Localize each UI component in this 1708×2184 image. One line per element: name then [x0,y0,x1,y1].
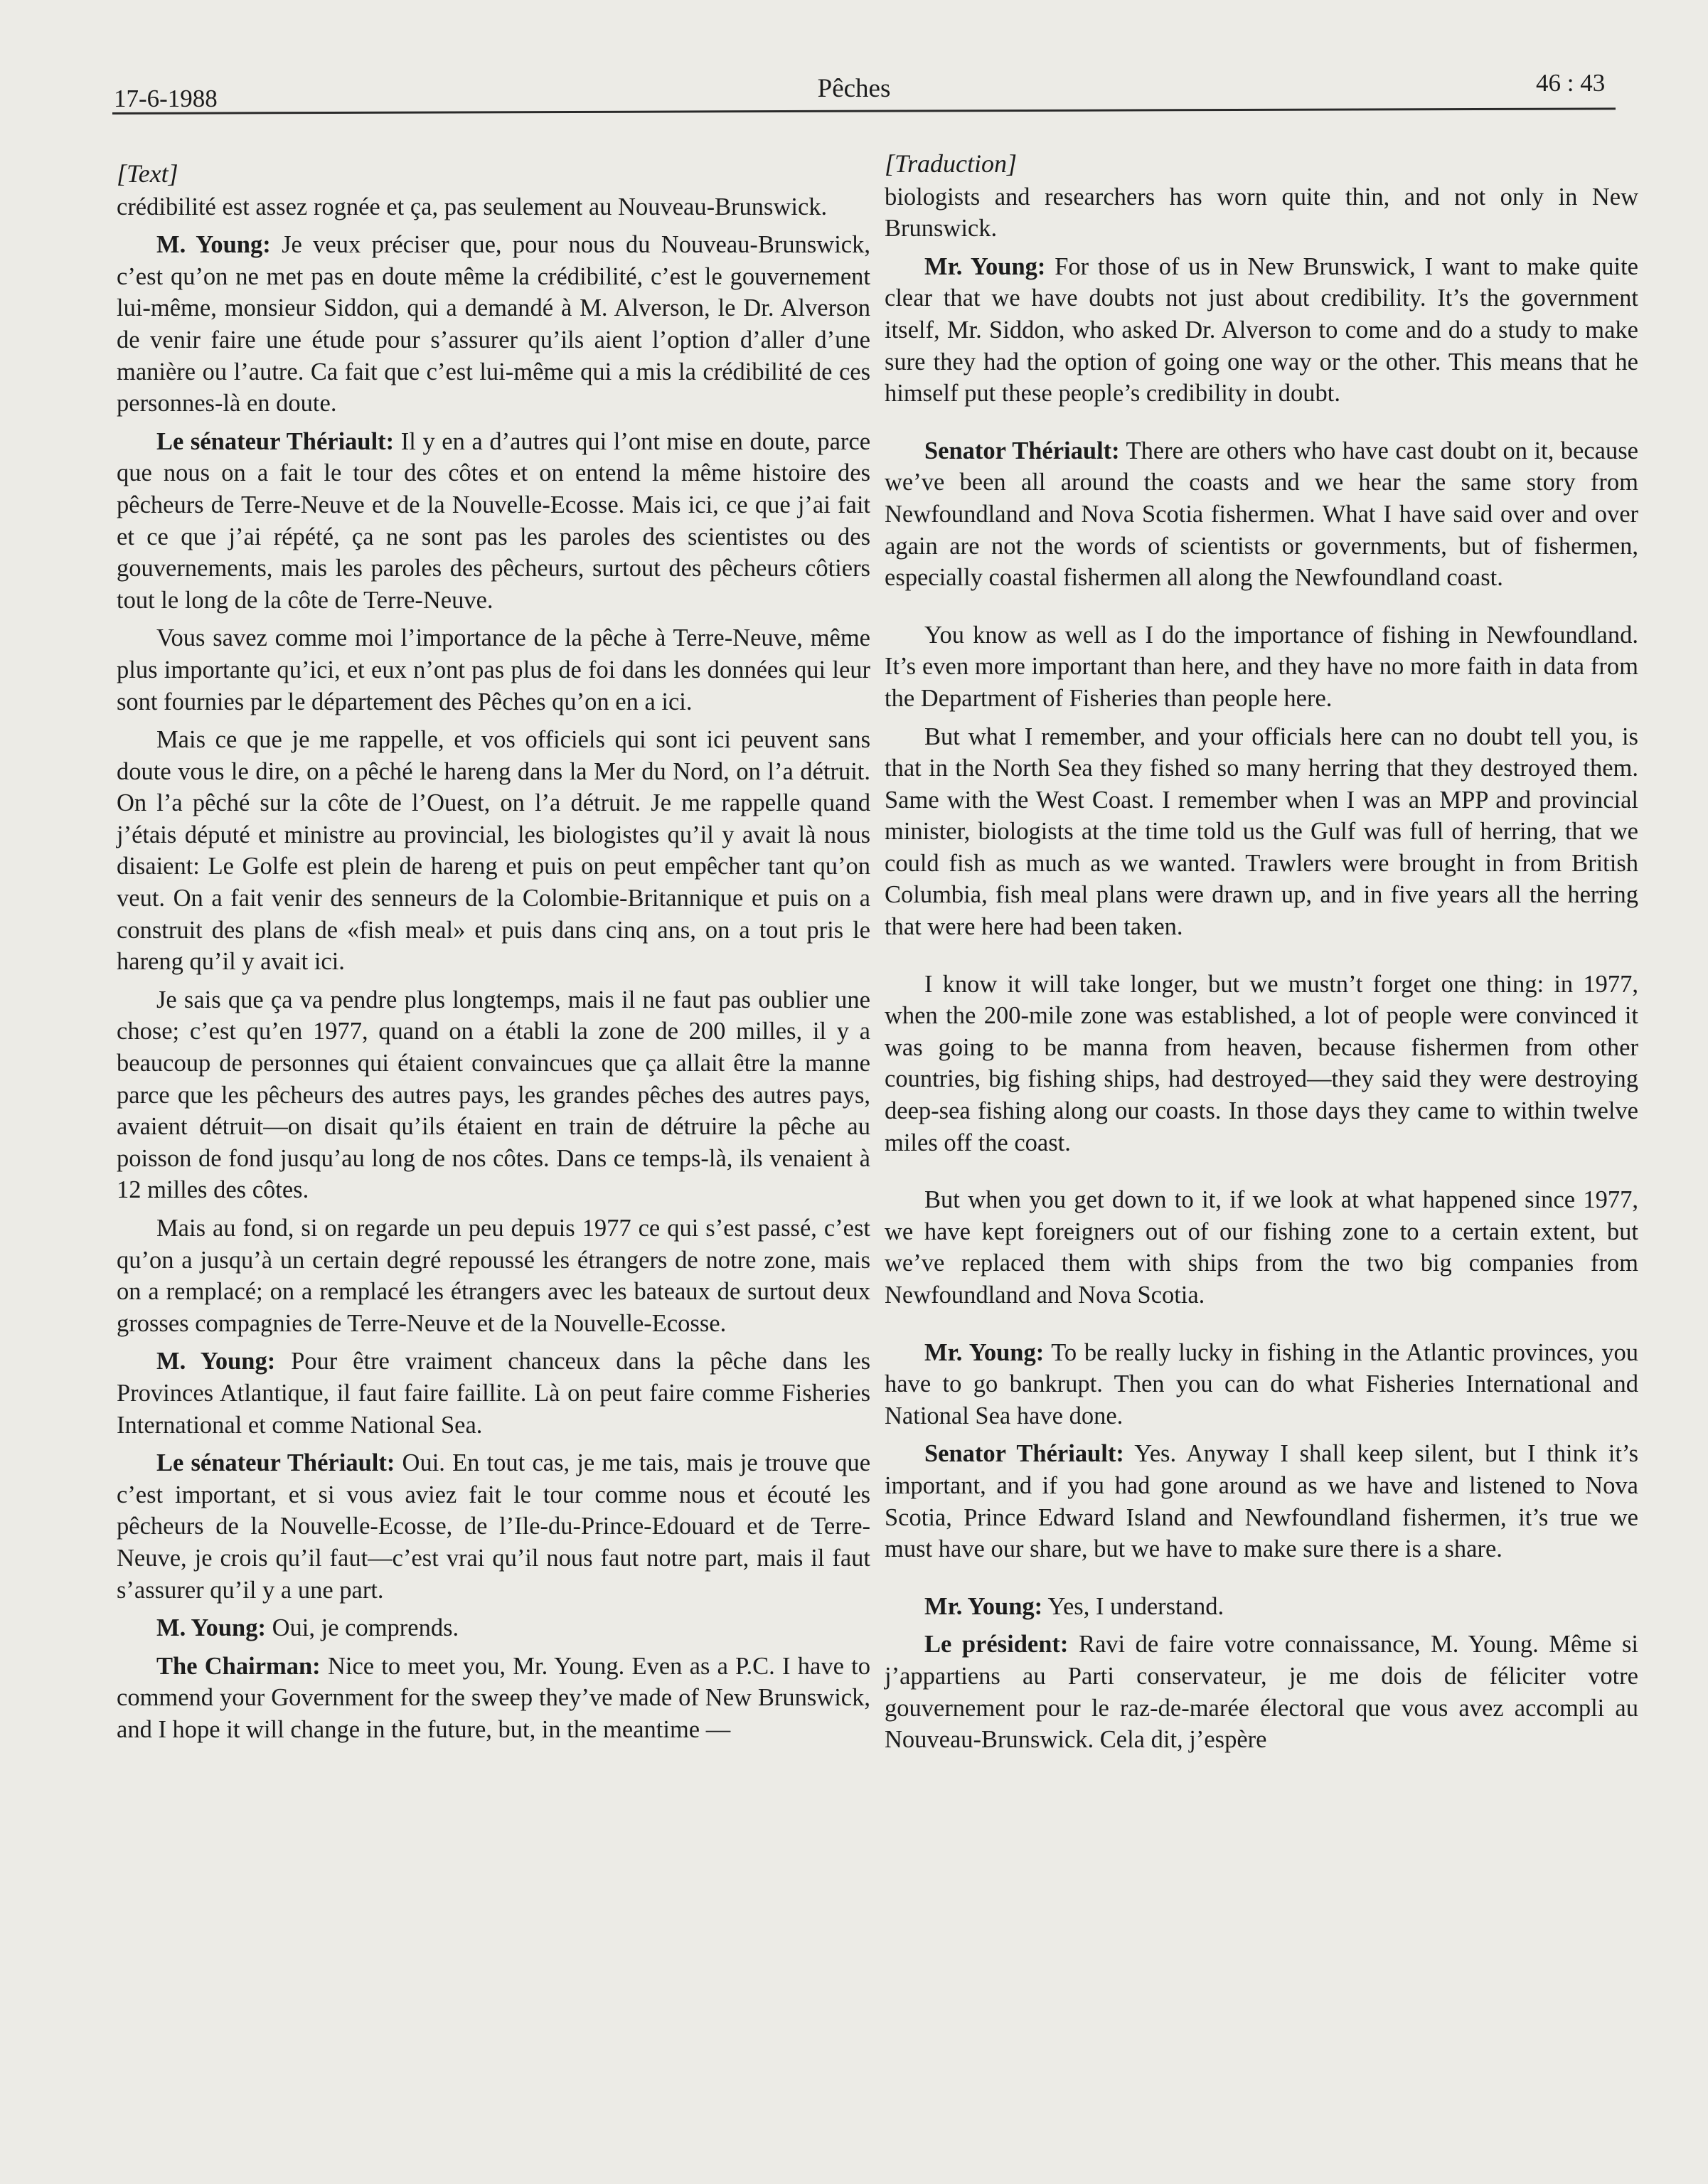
column-tag: [Text] [117,159,178,188]
paragraph: Je sais que ça va pendre plus longtemps, mais il ne faut pas oublier une chose; c’est qu’en 1977, quand on a établi la zone de 200 milles, il y a beaucoup de personnes qui étaient convaincues que ça allait être la manne parce que les pêcheurs des autres pays, les grandes pêches des autres pays, avaient détruit—on disait qu’ils étaient en train de détruire la pêche au poisson de fond jusqu’au long de nos côtes. Dans ce temps-là, ils venaient à 12 milles des côtes. [117,986,870,1204]
speaker-name: M. Young: [156,231,271,259]
paragraph: Mr. Young: To be really lucky in fishing in the Atlantic provinces, you have to go bankrupt. Then you can do what Fisheries International and National Sea have done. [885,1338,1638,1429]
speaker-name: Senator Thériault: [924,437,1120,464]
paragraph: biologists and researchers has worn quite thin, and not only in New Brunswick. [885,183,1638,243]
speaker-name: Mr. Young: [924,252,1046,280]
speaker-name: Le président: [924,1631,1069,1658]
paragraph: Le sénateur Thériault: Il y en a d’autres qui l’ont mise en doute, parce que nous on a fait le tour des côtes et on entend la même histoire des pêcheurs de Terre-Neuve et de la Nouvelle-Ecosse. Mais ici, ce que j’ai fait et ce que j’ai répété, ça ne sont pas les paroles des scientistes ou des gouvernements, mais les paroles des pêcheurs, surtout des pêcheurs côtiers tout le long de la côte de Terre-Neuve. [117,427,871,614]
header-rule [112,107,1616,114]
paragraph: Mr. Young: Yes, I understand. [924,1592,1224,1620]
paragraph: The Chairman: Nice to meet you, Mr. Young. Even as a P.C. I have to commend your Government for the sweep they’ve made of New Brunswick, and I hope it will change in the future, but, in the meantime — [117,1652,870,1743]
speaker-name: Le sénateur Thériault: [156,427,395,455]
right-column-english [885,148,1638,1762]
paragraph: M. Young: Oui, je comprends. [156,1614,459,1642]
speaker-name: M. Young: [156,1348,276,1375]
paragraph: But what I remember, and your officials here can no doubt tell you, is that in the North Sea they fished so many herring that they destroyed them. Same with the West Coast. I remember when I was an MPP and provincial minister, biologists at the time told us the Gulf was full of herring, that we could fish as much as we wanted. Trawlers were brought in from British Columbia, fish meal plans were drawn up, and in five years all the herring that were here had been taken. [885,723,1638,941]
speaker-name: The Chairman: [156,1652,321,1680]
header-page-number: 46 : 43 [1536,69,1606,97]
paragraph: Senator Thériault: Yes. Anyway I shall keep silent, but I think it’s important, and if you had gone around as we have and listened to Nova Scotia, Prince Edward Island and Newfoundland fishermen, it’s true we must have our share, but we have to make sure there is a share. [885,1440,1638,1563]
paragraph: Mr. Young: For those of us in New Brunswick, I want to make quite clear that we have doubts not just about credibility. It’s the government itself, Mr. Siddon, who asked Dr. Alverson to come and do a study to make sure they had the option of going one way or the other. This means that he himself put these people’s credibility in doubt. [885,252,1638,407]
speaker-name: Senator Thériault: [924,1440,1124,1468]
paragraph: You know as well as I do the importance of fishing in Newfoundland. It’s even more important than here, and they have no more faith in data from the Department of Fisheries than people here. [885,621,1638,712]
left-column-french [117,158,870,1752]
paragraph: Le sénateur Thériault: Oui. En tout cas, je me tais, mais je trouve que c’est important, et si vous aviez fait le tour comme nous et écouté les pêcheurs de la Nouvelle-Ecosse, de l’Ile-du-Prince-Edouard et de Terre-Neuve, je crois qu’il faut—c’est vrai qu’il nous faut notre part, mais il faut s’assurer qu’il y a une part. [117,1449,871,1604]
paragraph: Mais au fond, si on regarde un peu depuis 1977 ce qui s’est passé, c’est qu’on a jusqu’à un certain degré repoussé les étrangers de notre zone, mais on a remplacé; on a remplacé les étrangers avec les bateaux de surtout deux grosses compagnies de Terre-Neuve et de la Nouvelle-Ecosse. [117,1215,870,1337]
column-tag: [Traduction] [885,149,1018,178]
paragraph: Vous savez comme moi l’importance de la pêche à Terre-Neuve, même plus importante qu’ici, et eux n’ont pas plus de foi dans les données qui leur sont fournies par le département des Pêches qu’on en a ici. [117,624,870,715]
header-date: 17-6-1988 [114,85,218,112]
speaker-name: Mr. Young: [924,1592,1043,1620]
paragraph: M. Young: Pour être vraiment chanceux dans la pêche dans les Provinces Atlantique, il faut faire faillite. Là on peut faire comme Fisheries International et comme National Sea. [117,1348,870,1439]
paragraph: Mais ce que je me rappelle, et vos officiels qui sont ici peuvent sans doute vous le dire, on a pêché le hareng dans la Mer du Nord, on l’a détruit. On l’a pêché sur la côte de l’Ouest, on l’a détruit. Je me rappelle quand j’étais député et ministre au provincial, les biologistes qu’il y avait là nous disaient: Le Golfe est plein de hareng et puis on peut empêcher tant qu’on veut. On a fait venir des senneurs de la Colombie-Britannique et puis on a construit des plans de «fish meal» et puis dans cinq ans, on a tout pris le hareng qu’il y avait ici. [117,726,870,976]
paragraph: Le président: Ravi de faire votre connaissance, M. Young. Même si j’appartiens au Parti conservateur, je me dois de féliciter votre gouvernement pour le raz-de-marée électoral que vous avez accompli au Nouveau-Brunswick. Cela dit, j’espère [885,1631,1639,1754]
paragraph: Senator Thériault: There are others who have cast doubt on it, because we’ve been all around the coasts and we hear the same story from Newfoundland and Nova Scotia fishermen. What I have said over and over again are not the words of scientists or governments, but of fishermen, especially coastal fishermen all along the Newfoundland coast. [885,437,1638,592]
speaker-name: Le sénateur Thériault: [156,1449,395,1477]
paragraph: M. Young: Je veux préciser que, pour nous du Nouveau-Brunswick, c’est qu’on ne met pas en doute même la crédibilité, c’est le gouvernement lui-même, monsieur Siddon, qui a demandé à M. Alverson, le Dr. Alverson de venir faire une étude pour s’assurer qu’ils aient l’option d’aller d’une manière ou l’autre. Ca fait que c’est lui-même qui a mis la crédibilité de ces personnes-là en doute. [117,231,870,417]
paragraph: But when you get down to it, if we look at what happened since 1977, we have kept foreigners out of our fishing zone to a certain extent, but we’ve replaced them with ships from the two big companies from Newfoundland and Nova Scotia. [885,1186,1638,1309]
header-title: Pêches [817,74,891,103]
speaker-name: M. Young: [156,1614,266,1642]
paragraph: crédibilité est assez rognée et ça, pas seulement au Nouveau-Brunswick. [117,193,828,220]
speaker-name: Mr. Young: [924,1338,1045,1366]
paragraph: I know it will take longer, but we mustn’t forget one thing: in 1977, when the 200-mile zone was established, a lot of people were convinced it was going to be manna from heaven, because fishermen from other countries, big fishing ships, had destroyed—they said they were destroying deep-sea fishing along our coasts. In those days they came to within twelve miles off the coast. [885,970,1638,1156]
